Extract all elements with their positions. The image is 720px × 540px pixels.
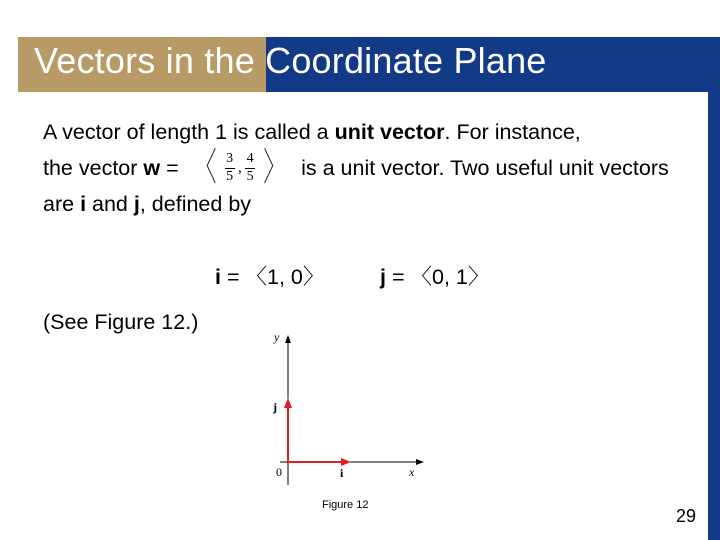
denominator: 5 — [226, 168, 234, 184]
slide-title: Vectors in the Coordinate Plane — [34, 40, 547, 81]
equation-i — [215, 260, 324, 291]
j-label: j — [273, 400, 277, 414]
vector-w-symbol: w — [143, 155, 161, 180]
figure-12-plot — [262, 325, 432, 493]
paragraph-line-3 — [43, 192, 251, 217]
text-run: A vector of length 1 is called a — [43, 120, 335, 144]
numerator: 4 — [246, 150, 254, 166]
text-run: the vector — [43, 155, 144, 180]
fraction-4-5 — [245, 152, 255, 184]
term-unit-vector: unit vector — [334, 120, 445, 144]
left-angle-bracket: 〈 — [195, 147, 217, 189]
equation-j-symbol: j — [380, 265, 386, 289]
paragraph-line-2 — [43, 147, 669, 189]
equation-j-value: = 〈0, 1〉 — [385, 265, 490, 289]
x-axis-label: x — [409, 465, 415, 479]
origin-label: 0 — [276, 465, 282, 479]
equation-i-symbol: i — [215, 265, 221, 289]
w-component-vector — [187, 149, 293, 187]
equation-i-value: = 〈1, 0〉 — [220, 265, 325, 289]
vector-j-symbol: j — [133, 192, 140, 216]
figure-caption: Figure 12 — [322, 499, 369, 511]
y-axis-label: y — [274, 330, 280, 344]
i-label: i — [340, 466, 344, 480]
text-run: . For instance, — [444, 120, 581, 144]
text-run: and — [86, 192, 134, 216]
see-figure-note: (See Figure 12.) — [43, 310, 199, 334]
text-run: is a unit vector. Two useful unit vectors — [295, 155, 669, 180]
numerator: 3 — [226, 150, 234, 166]
text-run: , defined by — [139, 192, 252, 216]
fraction-3-5 — [225, 152, 235, 184]
vector-i-symbol: i — [80, 192, 87, 216]
text-run: = — [160, 155, 185, 180]
page-number: 29 — [676, 506, 697, 526]
component-comma: , — [237, 159, 243, 176]
paragraph-line-1 — [43, 120, 581, 145]
denominator: 5 — [246, 168, 254, 184]
right-angle-bracket: 〉 — [263, 147, 285, 189]
equation-j — [380, 260, 489, 291]
text-run: are — [43, 192, 81, 216]
right-accent-strip — [708, 92, 720, 540]
